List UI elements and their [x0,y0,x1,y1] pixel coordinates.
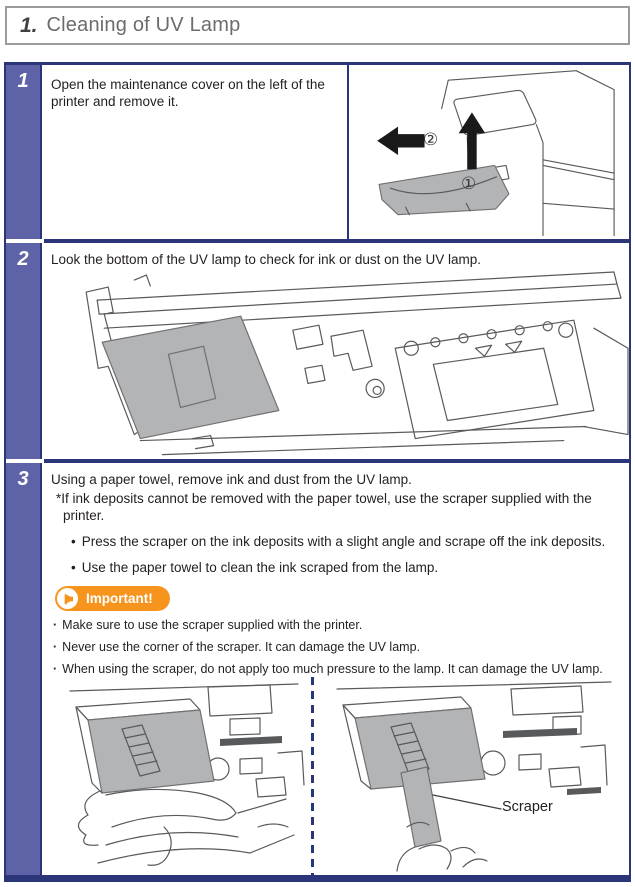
step-3-bullet-2: • Use the paper towel to clean the ink scraped from the lamp. [71,560,439,575]
printer-cover-removal-drawing [349,65,629,239]
illustration-scraper [314,677,629,875]
instruction-table [4,62,631,882]
section-header [5,6,630,45]
step-1-text-cell [42,65,347,239]
note-asterisk: * [56,491,62,506]
step-3-row [6,463,629,875]
step-2-instruction: Look the bottom of the UV lamp to check for ink or dust on the UV lamp. [51,252,481,268]
step-2-number: 2 [6,243,42,459]
arrow-left-icon [377,127,424,155]
step-2-row [6,243,629,459]
important-label: Important! [86,590,153,606]
dot-marker: · [53,662,58,676]
bullet-marker: • [71,534,76,549]
important-item-2: · Never use the corner of the scraper. It can damage the UV lamp. [53,640,420,654]
step-3-number: 3 [6,463,42,875]
important-item-3: · When using the scraper, do not apply too much pressure to the lamp. It can damage the UV lamp. [53,662,603,676]
dot-marker: · [53,640,58,654]
dot-marker: · [53,618,58,632]
megaphone-icon [57,588,78,609]
step-1-illustration [349,65,629,239]
step-3-illustrations [42,677,629,875]
step-1-row [6,65,629,239]
illustration-paper-towel [42,677,311,875]
step-3-note: *If ink deposits cannot be removed with the paper towel, use the scraper supplied with the printer. [56,491,592,523]
important-badge [55,586,170,611]
uv-lamp-underside-drawing [42,268,629,459]
arrow-up-icon [459,112,486,169]
page-title: Cleaning of UV Lamp [46,14,241,36]
step-1-instruction: Open the maintenance cover on the left of the printer and remove it. [51,77,325,109]
scraper-label: Scraper [502,799,553,815]
bullet-marker: • [71,560,76,575]
step-3-bullet-1: • Press the scraper on the ink deposits with a slight angle and scrape off the ink deposits. [71,534,606,549]
step-1-number: 1 [6,65,42,239]
callout-circled-2: ② [423,130,439,149]
callout-circled-1: ① [461,174,477,193]
important-item-1: · Make sure to use the scraper supplied with the printer. [53,618,363,632]
step-3-instruction: Using a paper towel, remove ink and dust from the UV lamp. [51,472,412,487]
section-number: 1. [20,13,38,37]
